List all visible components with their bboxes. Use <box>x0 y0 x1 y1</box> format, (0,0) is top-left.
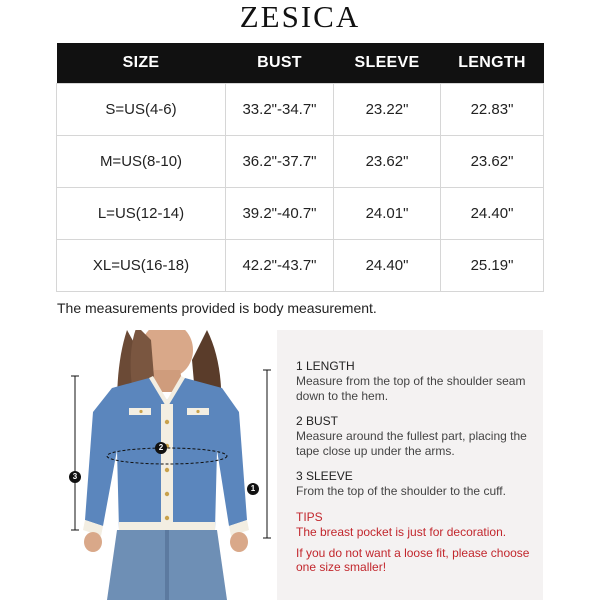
bust-guide-title: 2 BUST <box>296 414 339 428</box>
sleeve-cell: 24.01" <box>334 188 441 240</box>
tips-section <box>296 510 536 575</box>
length-cell: 23.62" <box>441 136 544 188</box>
size-cell: XL=US(16-18) <box>57 240 226 292</box>
table-row <box>57 136 544 188</box>
sleeve-guide-desc: From the top of the shoulder to the cuff. <box>296 484 506 498</box>
model-illustration <box>57 330 275 600</box>
sleeve-cell: 24.40" <box>334 240 441 292</box>
bust-cell: 42.2"-43.7" <box>226 240 334 292</box>
length-cell: 24.40" <box>441 188 544 240</box>
column-header: SIZE <box>57 43 226 84</box>
bust-guide-desc: Measure around the fullest part, placing the tape close up under the arms. <box>296 429 527 458</box>
table-header-row <box>57 43 544 84</box>
size-cell: M=US(8-10) <box>57 136 226 188</box>
sleeve-cell: 23.62" <box>334 136 441 188</box>
length-guide <box>296 359 536 403</box>
column-header: BUST <box>226 43 334 84</box>
tips-line-1: The breast pocket is just for decoration. <box>296 525 507 539</box>
sleeve-guide <box>296 469 536 499</box>
sleeve-cell: 23.22" <box>334 84 441 136</box>
bust-marker: 2 <box>155 442 167 454</box>
measurement-note: The measurements provided is body measurement. <box>57 300 377 316</box>
bust-cell: 39.2"-40.7" <box>226 188 334 240</box>
size-cell: S=US(4-6) <box>57 84 226 136</box>
size-chart-table <box>56 43 544 292</box>
length-cell: 25.19" <box>441 240 544 292</box>
length-guide-desc: Measure from the top of the shoulder seam down to the hem. <box>296 374 526 403</box>
model-photo <box>57 330 275 600</box>
bust-cell: 36.2"-37.7" <box>226 136 334 188</box>
bust-guide <box>296 414 536 458</box>
column-header: LENGTH <box>441 43 544 84</box>
length-marker: 1 <box>247 483 259 495</box>
table-row <box>57 188 544 240</box>
table-row <box>57 240 544 292</box>
brand-logo: ZESICA <box>239 0 361 34</box>
bust-cell: 33.2"-34.7" <box>226 84 334 136</box>
tips-title: TIPS <box>296 510 323 524</box>
measurement-guide-panel <box>277 330 543 600</box>
sleeve-guide-title: 3 SLEEVE <box>296 469 353 483</box>
length-guide-title: 1 LENGTH <box>296 359 355 373</box>
size-cell: L=US(12-14) <box>57 188 226 240</box>
table-row <box>57 84 544 136</box>
tips-line-2: If you do not want a loose fit, please choose one size smaller! <box>296 545 530 574</box>
sleeve-marker: 3 <box>69 471 81 483</box>
column-header: SLEEVE <box>334 43 441 84</box>
length-cell: 22.83" <box>441 84 544 136</box>
